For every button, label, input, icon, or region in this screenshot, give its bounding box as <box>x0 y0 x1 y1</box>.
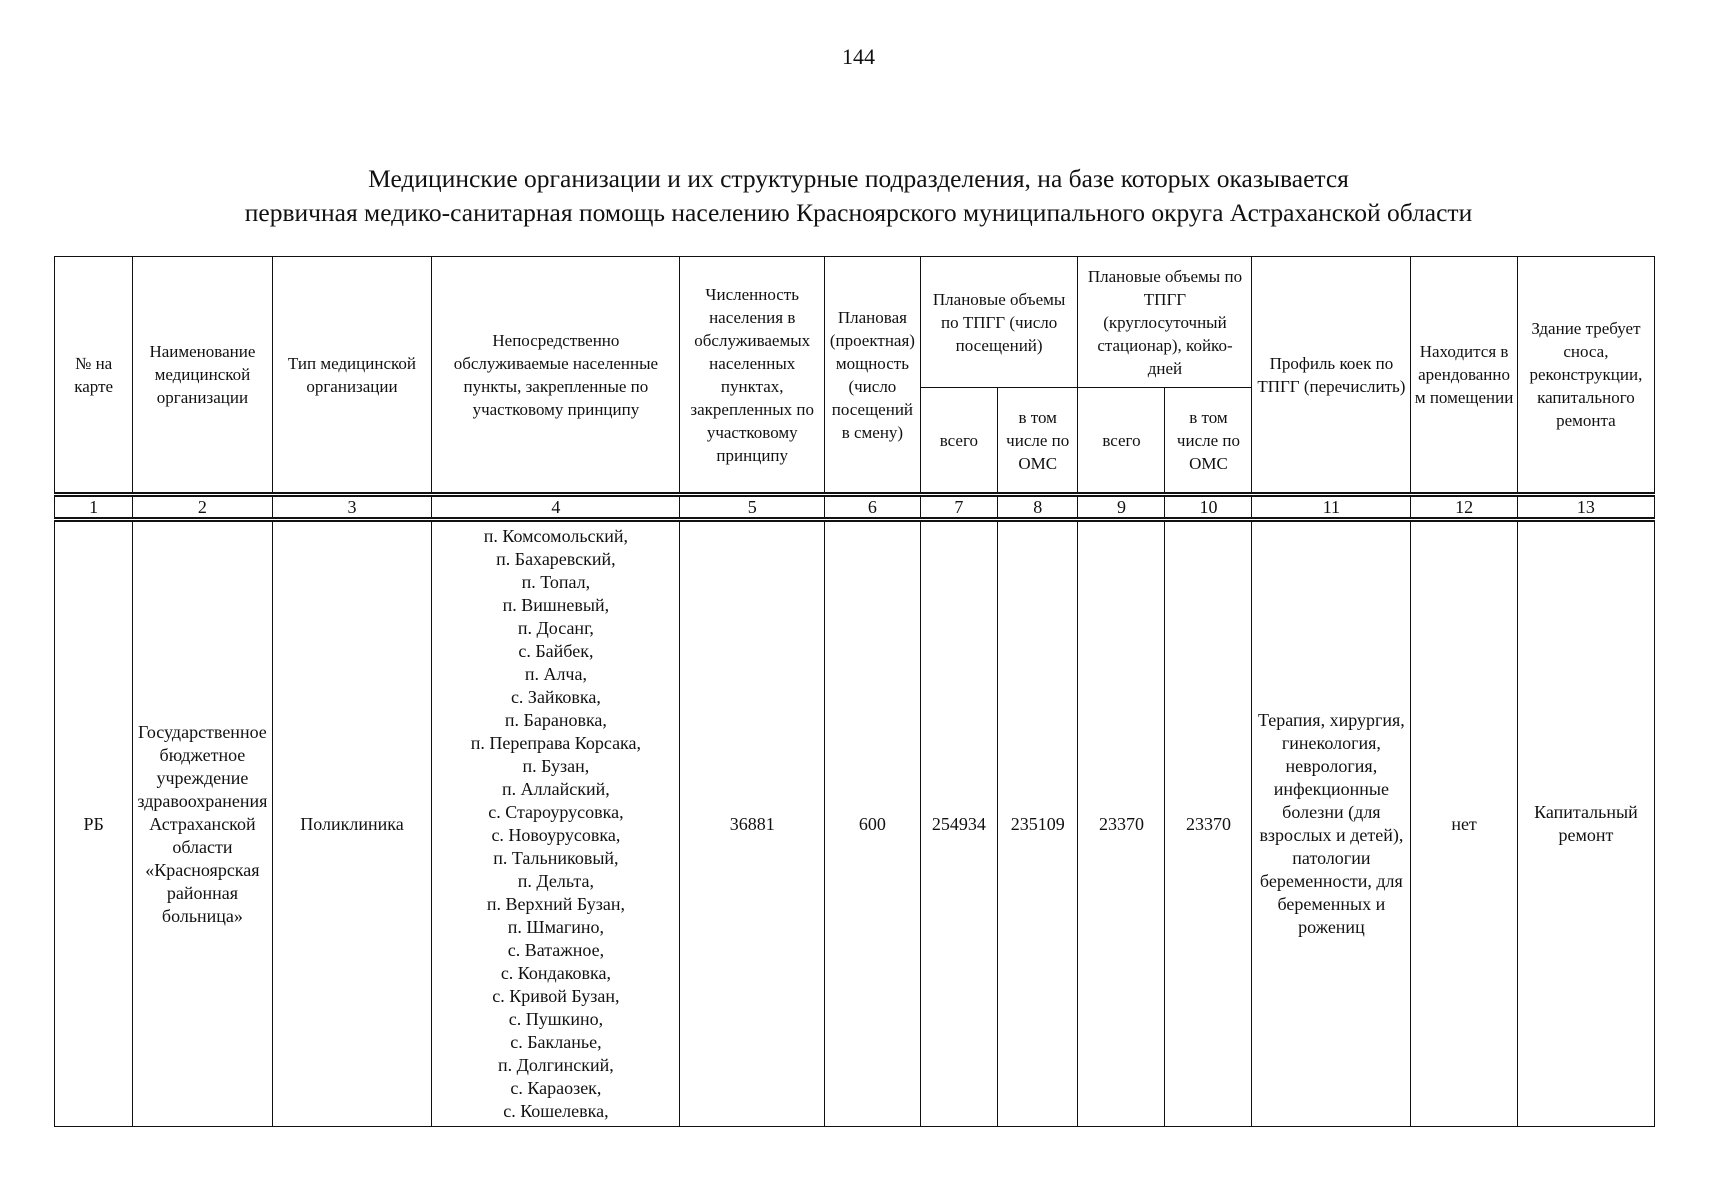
column-number: 8 <box>997 495 1077 520</box>
column-number: 1 <box>55 495 133 520</box>
settlement-item: с. Караозек, <box>510 1078 602 1098</box>
header-map-number: № на карте <box>55 257 133 495</box>
cell-map-number: РБ <box>55 520 133 1127</box>
cell-capacity: 600 <box>825 520 921 1127</box>
settlement-item: п. Дельта, <box>517 871 594 891</box>
settlement-item: с. Зайковка, <box>510 687 601 707</box>
cell-settlements <box>432 520 680 1127</box>
header-bed-profile: Профиль коек по ТПГГ (перечислить) <box>1252 257 1411 495</box>
settlement-item: с. Староурусовка, <box>488 802 624 822</box>
settlement-item: с. Ватажное, <box>507 940 605 960</box>
column-number: 12 <box>1411 495 1518 520</box>
header-population: Численность населения в обслуживаемых населенных пунктах, закрепленных по участковому принципу <box>680 257 825 495</box>
cell-org-type: Поликлиника <box>272 520 432 1127</box>
column-number: 7 <box>920 495 997 520</box>
header-rented: Находится в арендованном помещении <box>1411 257 1518 495</box>
settlement-item: п. Переправа Корсака, <box>470 733 642 753</box>
organizations-table <box>54 256 1655 1127</box>
settlement-item: п. Долгинский, <box>497 1055 614 1075</box>
settlement-item: п. Бузан, <box>522 756 590 776</box>
settlement-item: п. Шмагино, <box>507 917 604 937</box>
cell-bed-days-total: 23370 <box>1078 520 1165 1127</box>
title-line-2: первичная медико-санитарная помощь населению Красноярского муниципального округа Астраханской области <box>244 198 1473 227</box>
settlement-item: п. Верхний Бузан, <box>486 894 625 914</box>
settlement-item: п. Тальниковый, <box>493 848 619 868</box>
document-title <box>0 162 1717 230</box>
settlement-item: п. Досанг, <box>517 618 594 638</box>
column-number: 2 <box>133 495 272 520</box>
cell-visits-oms: 235109 <box>997 520 1077 1127</box>
settlement-item: с. Кондаковка, <box>500 963 611 983</box>
settlement-item: п. Комсомольский, <box>483 526 629 546</box>
title-line-1: Медицинские организации и их структурные подразделения, на базе которых оказывается <box>368 164 1349 193</box>
settlement-item: п. Аллайский, <box>502 779 610 799</box>
header-org-type: Тип медицинской организации <box>272 257 432 495</box>
header-bed-days-group: Плановые объемы по ТПГГ (круглосуточный стационар), койко-дней <box>1078 257 1252 388</box>
settlement-item: п. Бахаревский, <box>496 549 616 569</box>
settlement-item: с. Байбек, <box>518 641 594 661</box>
header-building-state: Здание требует сноса, реконструкции, капитального ремонта <box>1517 257 1654 495</box>
column-number: 13 <box>1517 495 1654 520</box>
cell-rented: нет <box>1411 520 1518 1127</box>
column-number-row <box>55 495 1655 520</box>
cell-bed-profile: Терапия, хирургия, гинекология, неврология, инфекционные болезни (для взрослых и детей), патологии беременности, для беременных и рожениц <box>1252 520 1411 1127</box>
settlement-item: с. Новоурусовка, <box>491 825 621 845</box>
header-capacity: Плановая (проектная) мощность (число посещений в смену) <box>825 257 921 495</box>
settlement-item: с. Кошелевка, <box>503 1101 609 1121</box>
header-visits-oms: в том числе по ОМС <box>997 388 1077 495</box>
cell-org-name: Государственное бюджетное учреждение здравоохранения Астраханской области «Красноярская районная больница» <box>133 520 272 1127</box>
cell-population: 36881 <box>680 520 825 1127</box>
page-number: 144 <box>842 44 875 69</box>
cell-visits-total: 254934 <box>920 520 997 1127</box>
header-bed-days-total: всего <box>1078 388 1165 495</box>
header-visits-total: всего <box>920 388 997 495</box>
settlement-item: п. Барановка, <box>504 710 607 730</box>
column-number: 4 <box>432 495 680 520</box>
column-number: 6 <box>825 495 921 520</box>
header-bed-days-oms: в том числе по ОМС <box>1165 388 1252 495</box>
settlement-item: с. Кривой Бузан, <box>492 986 620 1006</box>
settlement-item: с. Бакланье, <box>510 1032 602 1052</box>
column-number: 9 <box>1078 495 1165 520</box>
settlement-item: п. Вишневый, <box>502 595 610 615</box>
cell-building-state: Капитальный ремонт <box>1517 520 1654 1127</box>
settlement-item: п. Топал, <box>521 572 591 592</box>
header-org-name: Наименование медицинской организации <box>133 257 272 495</box>
column-number: 3 <box>272 495 432 520</box>
column-number: 10 <box>1165 495 1252 520</box>
settlement-item: с. Пушкино, <box>508 1009 604 1029</box>
settlement-item: п. Алча, <box>524 664 587 684</box>
header-visits-group: Плановые объемы по ТПГГ (число посещений) <box>920 257 1078 388</box>
column-number: 11 <box>1252 495 1411 520</box>
table-row <box>55 520 1655 1127</box>
column-number: 5 <box>680 495 825 520</box>
header-settlements: Непосредственно обслуживаемые населенные пункты, закрепленные по участковому принципу <box>432 257 680 495</box>
cell-bed-days-oms: 23370 <box>1165 520 1252 1127</box>
